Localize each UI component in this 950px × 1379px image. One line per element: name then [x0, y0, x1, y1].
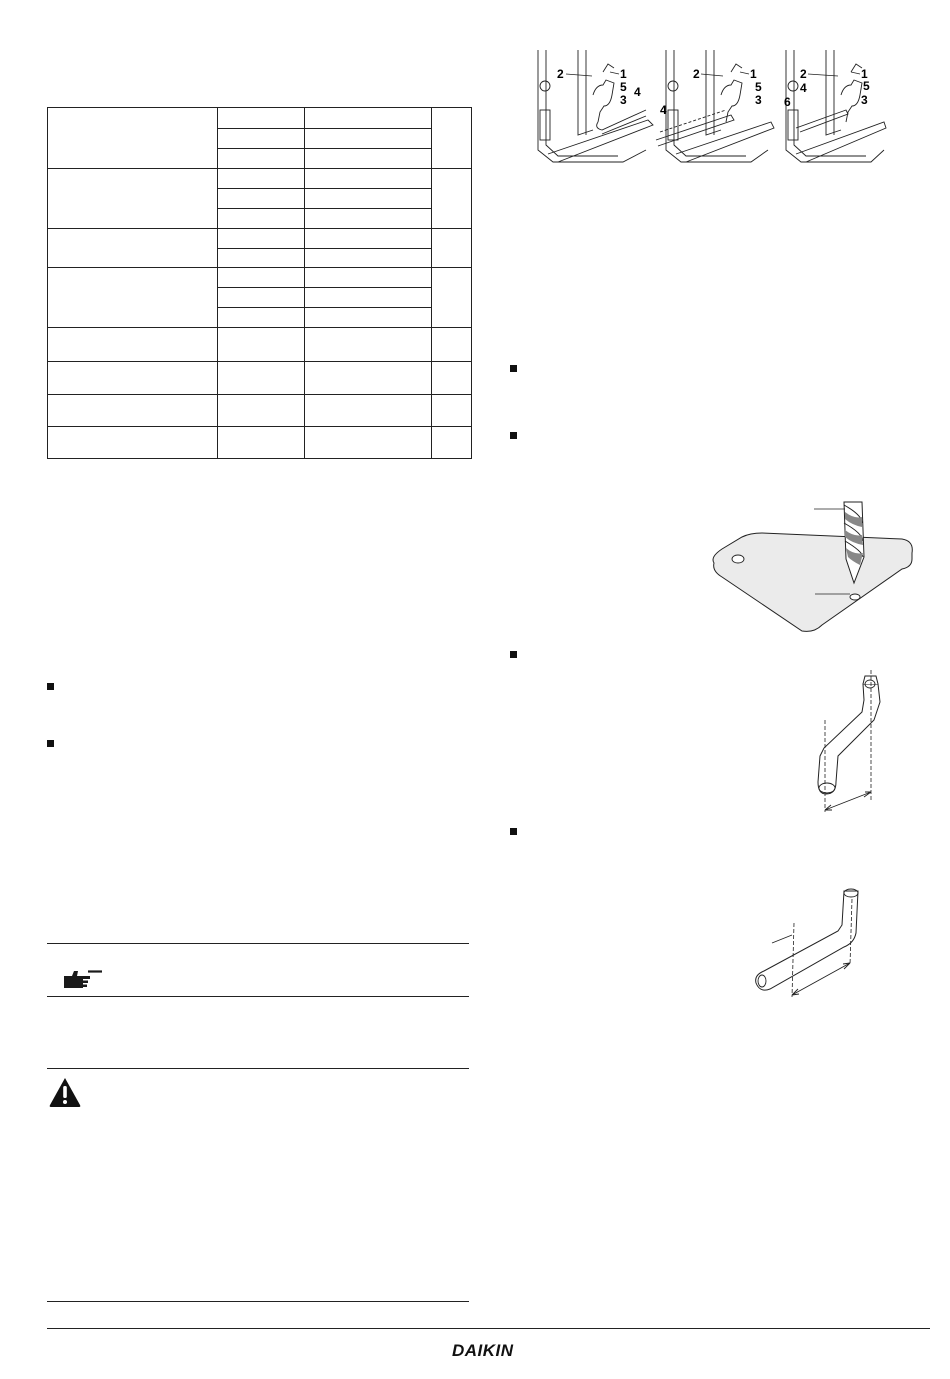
warning-triangle-icon [48, 1076, 82, 1108]
table-row-group-1-label [48, 108, 218, 169]
warning-rule-top [47, 1068, 469, 1069]
table-row [48, 362, 218, 395]
table-row-group-4-label [48, 268, 218, 328]
footer-rule [47, 1328, 930, 1329]
panel-b-labels [660, 67, 762, 117]
warning-icon-wrap [48, 1076, 82, 1108]
bent-pipe-figure-2 [752, 885, 864, 1000]
label-1: 1 [861, 67, 868, 81]
section-bullet [510, 432, 517, 439]
label-2: 2 [800, 67, 807, 81]
piping-figure [528, 50, 888, 175]
label-2: 2 [693, 67, 700, 81]
brand-logo: DAIKIN [452, 1341, 514, 1360]
table-row [48, 395, 218, 427]
label-4: 4 [634, 85, 641, 99]
label-5: 5 [620, 80, 627, 94]
piping-illustration [528, 50, 888, 175]
pointing-hand-icon [62, 968, 104, 992]
bent-pipe-figure-1 [808, 670, 888, 818]
label-1: 1 [750, 67, 757, 81]
section-bullet [510, 365, 517, 372]
label-2: 2 [557, 67, 564, 81]
section-bullet [47, 683, 54, 690]
section-bullet [510, 828, 517, 835]
section-bullet [510, 651, 517, 658]
specification-table [47, 107, 472, 459]
label-3: 3 [755, 93, 762, 107]
table-row [48, 328, 218, 362]
label-5: 5 [863, 79, 870, 93]
table-row-group-2-label [48, 169, 218, 229]
label-4: 4 [800, 81, 807, 95]
table-row-group-3-label [48, 229, 218, 268]
warning-rule-bottom [47, 1301, 469, 1302]
label-3: 3 [620, 93, 627, 107]
label-4: 4 [660, 103, 667, 117]
table-row [48, 427, 218, 459]
label-5: 5 [755, 80, 762, 94]
drill-figure [702, 497, 917, 635]
note-rule-bottom [47, 996, 469, 997]
bent-pipe-illustration-2 [752, 885, 864, 1000]
drill-illustration [702, 497, 917, 635]
note-rule-top [47, 943, 469, 944]
note-icon-wrap [62, 968, 104, 992]
section-bullet [47, 740, 54, 747]
panel-a-labels [557, 67, 641, 107]
bent-pipe-illustration-1 [808, 670, 888, 818]
label-6: 6 [784, 95, 791, 109]
label-3: 3 [861, 93, 868, 107]
label-1: 1 [620, 67, 627, 81]
